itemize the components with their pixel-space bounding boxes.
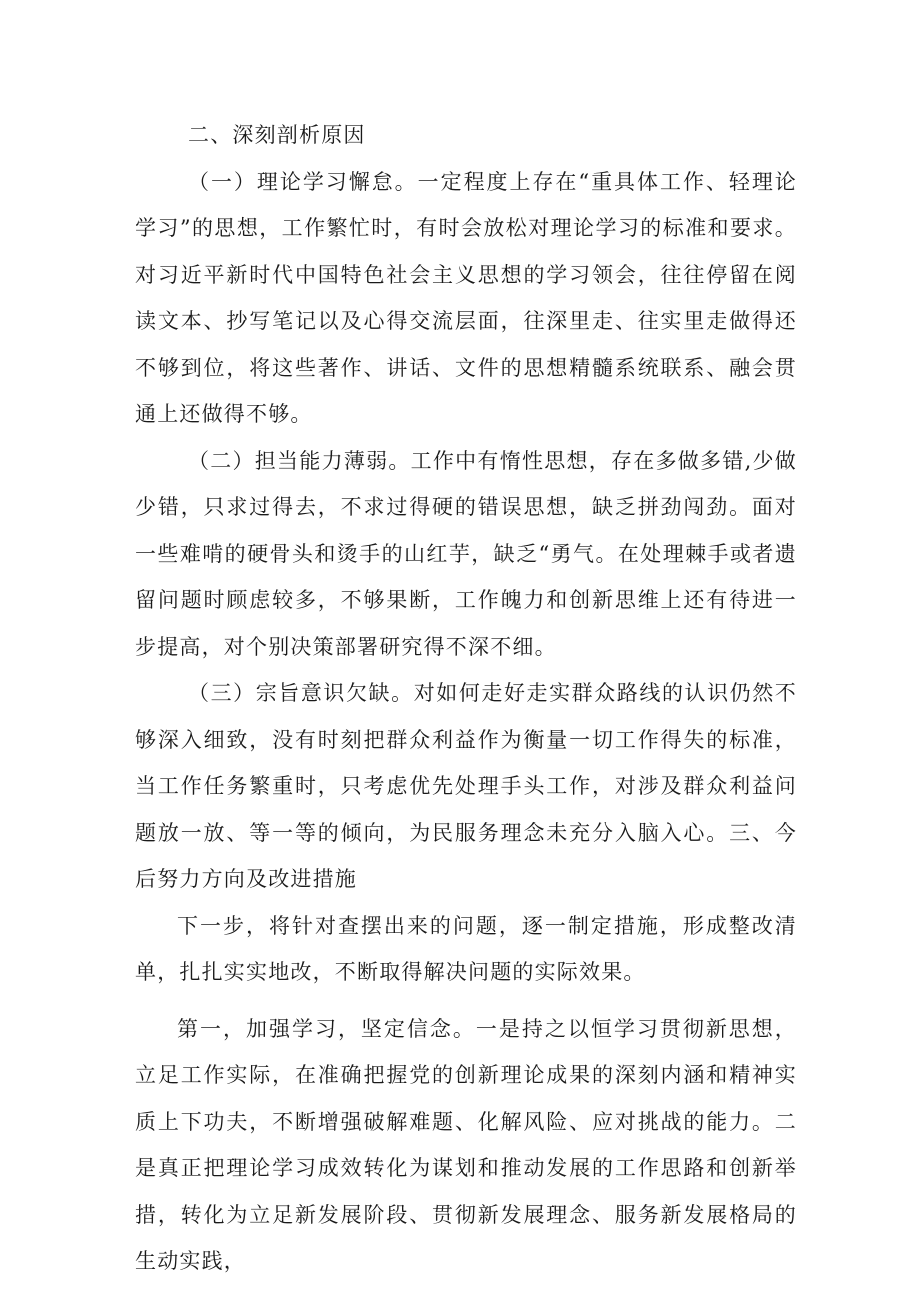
paragraph-next-step: 下一步，将针对查摆出来的问题，逐一制定措施，形成整改清单，扎扎实实地改，不断取得解决问题的实际效果。 xyxy=(135,913,797,984)
paragraph-responsibility: （二）担当能力薄弱。工作中有惰性思想，存在多做多错,少做少错，只求过得去，不求过得硬的错误思想，缺乏拼劲闯劲。面对一些难啃的硬骨头和烫手的山红芋，缺乏“勇气。在处理棘手或者遗留问题时顾虑较多，不够果断，工作魄力和创新思维上还有待进一步提高，对个别决策部署研究得不深不细。 xyxy=(135,448,797,659)
section-heading: 二、深刻剖析原因 xyxy=(188,123,366,147)
paragraph-strengthen-learning: 第一，加强学习，坚定信念。一是持之以恒学习贯彻新思想，立足工作实际，在准确把握党的创新理论成果的深刻内涵和精神实质上下功夫，不断增强破解难题、化解风险、应对挑战的能力。二是真正把理论学习成效转化为谋划和推动发展的工作思路和创新举措，转化为立足新发展阶段、贯彻新发展理念、服务新发展格局的生动实践， xyxy=(135,1016,797,1273)
document-body xyxy=(135,112,797,1285)
paragraph-theory-study: （一）理论学习懈怠。一定程度上存在“重具体工作、轻理论学习”的思想，工作繁忙时，有时会放松对理论学习的标准和要求。对习近平新时代中国特色社会主义思想的学习领会，往往停留在阅读文本、抄写笔记以及心得交流层面，往深里走、往实里走做得还不够到位，将这些著作、讲话、文件的思想精髓系统联系、融会贯通上还做得不够。 xyxy=(135,169,797,426)
paragraph-purpose-awareness: （三）宗旨意识欠缺。对如何走好走实群众路线的认识仍然不够深入细致，没有时刻把群众利益作为衡量一切工作得失的标准，当工作任务繁重时，只考虑优先处理手头工作，对涉及群众利益问题放一放、等一等的倾向，为民服务理念未充分入脑入心。三、今后努力方向及改进措施 xyxy=(135,681,797,891)
